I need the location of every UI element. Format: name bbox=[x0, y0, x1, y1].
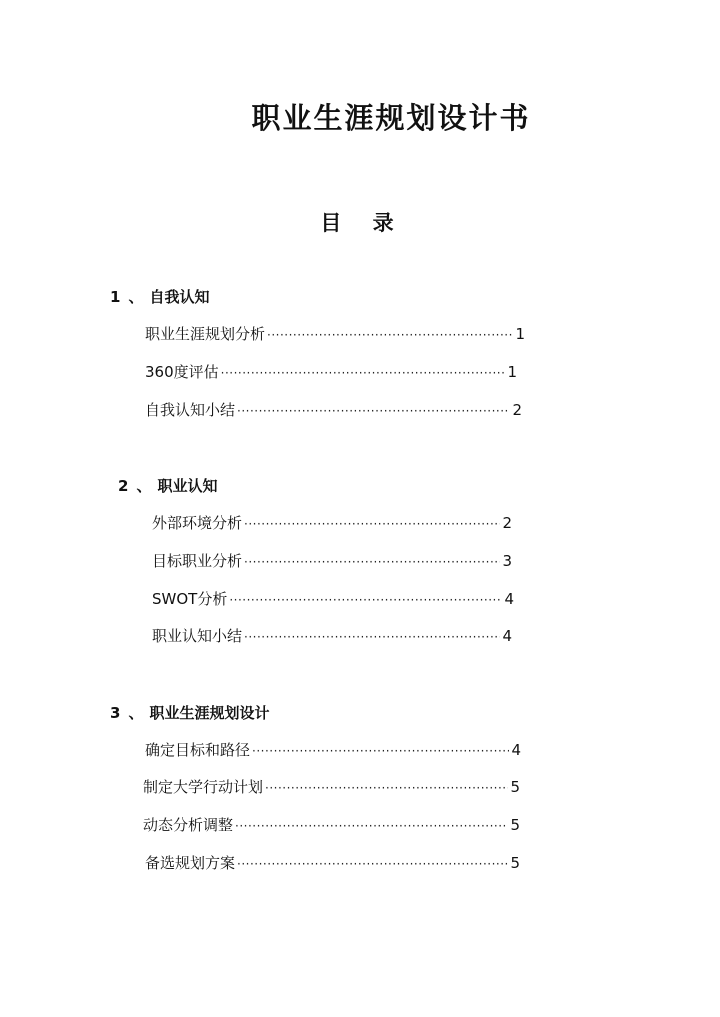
toc-entry[interactable] bbox=[152, 512, 512, 533]
toc-entry-page: 3 bbox=[502, 552, 512, 570]
toc-entry[interactable] bbox=[145, 323, 525, 344]
toc-entry-page: 5 bbox=[510, 778, 520, 796]
toc-entry-label: SWOT分析 bbox=[152, 590, 228, 608]
toc-entry-page: 1 bbox=[515, 325, 525, 343]
toc-entry-page: 4 bbox=[511, 741, 521, 759]
toc-entry-page: 5 bbox=[510, 816, 520, 834]
document-title: 职业生涯规划设计书 bbox=[251, 101, 531, 135]
section-label: 自我认知 bbox=[149, 288, 210, 306]
toc-entry[interactable] bbox=[145, 852, 520, 873]
toc-leader-dots bbox=[265, 781, 508, 795]
toc-entry[interactable] bbox=[152, 625, 512, 646]
section-label: 职业生涯规划设计 bbox=[149, 704, 270, 722]
toc-entry[interactable] bbox=[152, 550, 512, 571]
section-separator: 、 bbox=[128, 288, 144, 306]
toc-entry-label: 确定目标和路径 bbox=[145, 741, 251, 759]
toc-entry-page: 1 bbox=[507, 363, 517, 381]
toc-entry-page: 4 bbox=[502, 627, 512, 645]
toc-leader-dots bbox=[221, 366, 506, 380]
toc-entry-label: 自我认知小结 bbox=[145, 401, 236, 419]
toc-leader-dots bbox=[237, 404, 510, 418]
toc-entry[interactable] bbox=[145, 399, 522, 420]
section-number: 3 bbox=[110, 704, 121, 722]
toc-entry-label: 360度评估 bbox=[145, 363, 219, 381]
toc-heading: 目 录 bbox=[320, 211, 406, 235]
toc-entry[interactable] bbox=[143, 776, 520, 797]
toc-leader-dots bbox=[244, 630, 500, 644]
toc-entry-page: 2 bbox=[502, 514, 512, 532]
toc-leader-dots bbox=[229, 593, 502, 607]
toc-entry-label: 备选规划方案 bbox=[145, 854, 236, 872]
toc-leader-dots bbox=[244, 555, 500, 569]
toc-entry-page: 5 bbox=[510, 854, 520, 872]
toc-entry-label: 制定大学行动计划 bbox=[143, 778, 264, 796]
toc-entry-label: 动态分析调整 bbox=[143, 816, 234, 834]
toc-leader-dots bbox=[235, 819, 508, 833]
section-3-title bbox=[110, 702, 269, 723]
toc-entry[interactable] bbox=[145, 739, 521, 760]
toc-leader-dots bbox=[237, 857, 508, 871]
section-1-title bbox=[110, 286, 209, 307]
toc-entry-label: 职业认知小结 bbox=[152, 627, 243, 645]
toc-entry[interactable] bbox=[143, 814, 520, 835]
toc-entry-label: 外部环境分析 bbox=[152, 514, 243, 532]
section-label: 职业认知 bbox=[157, 477, 218, 495]
toc-leader-dots bbox=[244, 517, 500, 531]
section-separator: 、 bbox=[136, 477, 152, 495]
toc-entry[interactable] bbox=[145, 361, 517, 382]
toc-entry[interactable] bbox=[152, 588, 514, 609]
toc-entry-label: 目标职业分析 bbox=[152, 552, 243, 570]
toc-leader-dots bbox=[252, 744, 509, 758]
section-number: 2 bbox=[118, 477, 129, 495]
toc-entry-page: 2 bbox=[512, 401, 522, 419]
section-2-title bbox=[118, 475, 217, 496]
toc-entry-page: 4 bbox=[504, 590, 514, 608]
section-separator: 、 bbox=[128, 704, 144, 722]
toc-entry-label: 职业生涯规划分析 bbox=[145, 325, 266, 343]
section-number: 1 bbox=[110, 288, 121, 306]
toc-leader-dots bbox=[267, 328, 513, 342]
